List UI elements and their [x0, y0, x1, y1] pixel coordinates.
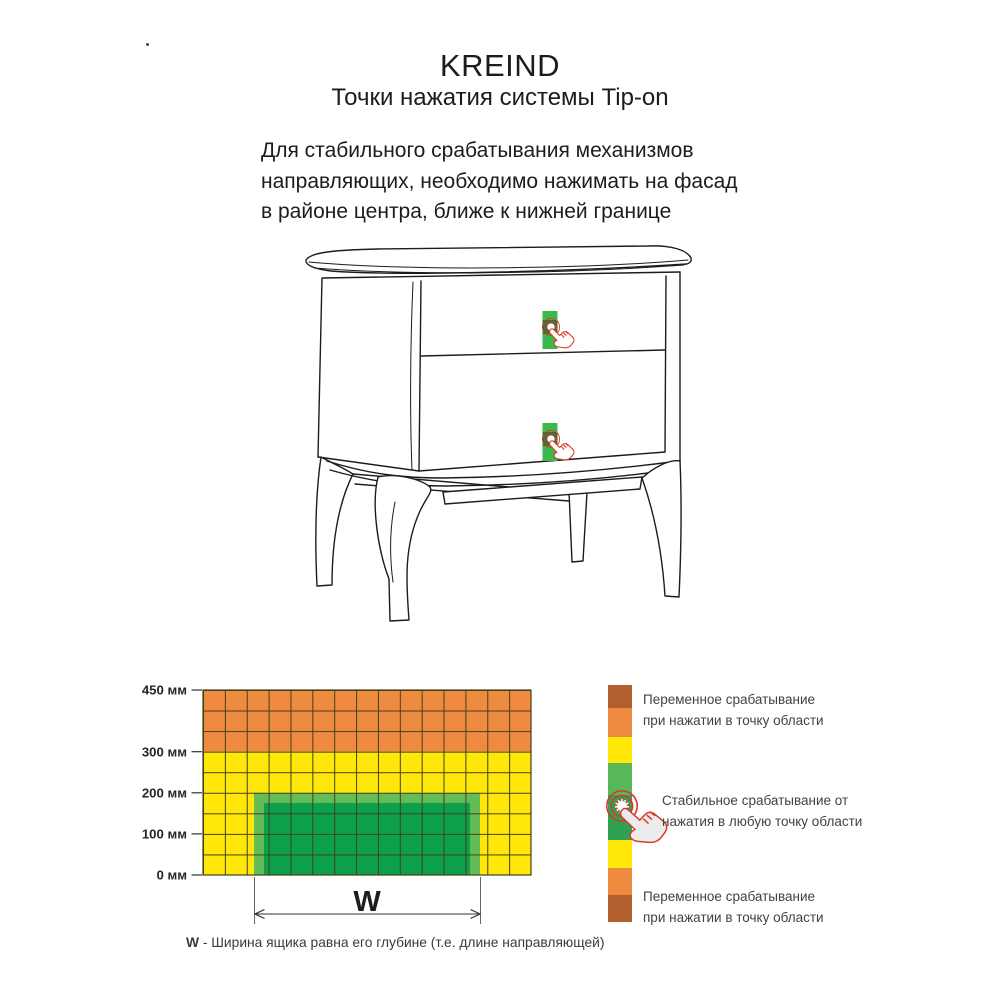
press-point-top [542, 311, 576, 353]
tick-label-450: 450 мм [141, 682, 187, 698]
body-left-edge [318, 278, 322, 457]
intro-line-3: в районе центра, ближе к нижней границе [261, 200, 672, 223]
tick-label-200: 200 мм [141, 785, 187, 801]
intro-line-1: Для стабильного срабатывания механизмов [261, 139, 694, 162]
tick-label-100: 100 мм [141, 826, 187, 842]
intro-line-2: направляющих, необходимо нажимать на фасад [261, 169, 738, 193]
body-right-inner-edge [665, 276, 666, 452]
brand-title: KREIND [439, 48, 561, 83]
front-bottom-edge [419, 452, 665, 471]
rear-left-leg [316, 457, 353, 586]
width-symbol: W [353, 886, 381, 918]
legend-label-bottom-line-1: Переменное срабатывание [643, 889, 816, 904]
legend-label-top [643, 689, 824, 731]
legend-seg-brown-top [608, 685, 632, 708]
legend-label-middle-line-1: Стабильное срабатывание от [662, 793, 849, 808]
legend-label-top-line-1: Переменное срабатывание [643, 692, 816, 707]
legend-label-middle [662, 790, 862, 832]
legend-label-middle-line-2: нажатия в любую точку области [662, 814, 863, 829]
legend-seg-brown-bottom [608, 895, 632, 922]
width-note-text: - Ширина ящика равна его глубине (т.е. длине направляющей) [199, 935, 605, 950]
front-right-leg [642, 461, 681, 597]
legend-seg-orange-top [608, 708, 632, 737]
front-left-leg [375, 476, 431, 621]
width-note-symbol: W [186, 935, 200, 950]
y-axis-ticks [142, 683, 202, 883]
rear-right-leg [569, 491, 587, 562]
legend-label-bottom-line-2: при нажатии в точку области [643, 910, 824, 925]
front-left-corner [419, 281, 421, 471]
front-left-corner-round [411, 282, 413, 470]
press-zone-chart [140, 662, 560, 962]
stray-mark [146, 43, 149, 46]
intro-text [261, 136, 738, 228]
front-stretcher [443, 477, 642, 504]
legend-seg-orange-bottom [608, 868, 632, 895]
drawer-divider [421, 350, 665, 356]
width-dimension [255, 877, 481, 924]
tick-label-0: 0 мм [156, 867, 187, 883]
nightstand-top [306, 246, 691, 273]
grid-lines [203, 690, 531, 875]
tick-label-300: 300 мм [141, 744, 187, 760]
width-note [186, 935, 604, 950]
legend-label-bottom [643, 886, 824, 928]
legend-label-top-line-2: при нажатии в точку области [643, 713, 824, 728]
nightstand-drawing [278, 243, 708, 638]
legend-seg-yellow-top [608, 737, 632, 763]
page-subtitle: Точки нажатия системы Tip-on [331, 84, 669, 111]
